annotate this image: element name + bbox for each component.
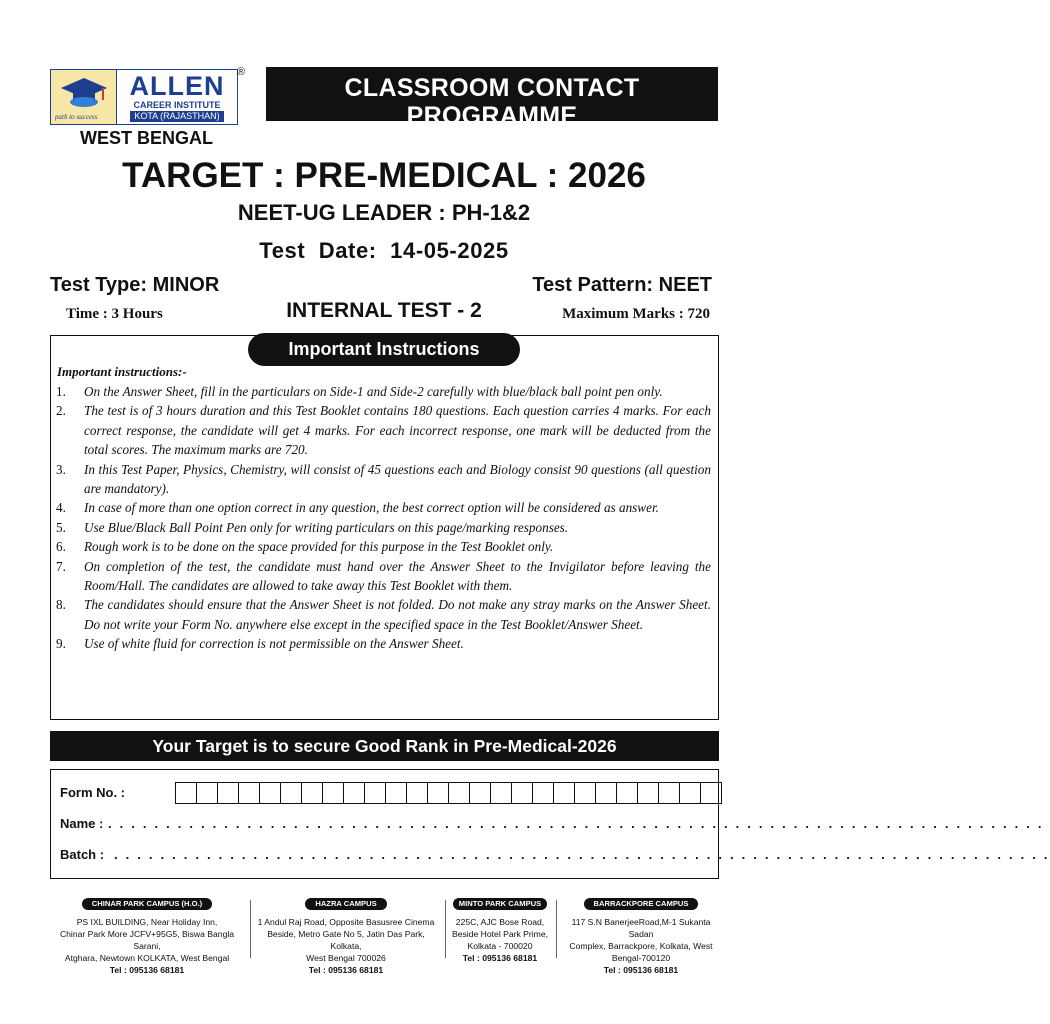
test-type-label: Test Type: xyxy=(50,274,148,296)
form-no-cell[interactable] xyxy=(217,782,239,804)
instruction-item: 2. The test is of 3 hours duration and this Test Booklet contains 180 questions. Each question carries 4 marks. For each correct response, the candidate will get 4 marks. For each incorrect response, one mark will be deducted from the total scores. The maximum marks are 720. xyxy=(56,403,711,458)
graduation-cap-icon xyxy=(59,76,109,110)
campus-phone: Tel : 095136 68181 xyxy=(109,965,185,975)
form-no-cell[interactable] xyxy=(595,782,617,804)
form-no-cell[interactable] xyxy=(238,782,260,804)
logo-location: KOTA (RAJASTHAN) xyxy=(130,111,223,122)
programme-title: CLASSROOM CONTACT PROGRAMME xyxy=(344,74,640,130)
instructions-heading: Important instructions:- xyxy=(57,364,187,379)
form-no-cell[interactable] xyxy=(196,782,218,804)
campus-hazra: HAZRA CAMPUS 1 Andul Raj Road, Opposite Basusree Cinema Beside, Metro Gate No 5, Jatin Das Park, Kolkata, West Bengal 700026 Tel : 095136 68181 xyxy=(254,897,438,976)
campus-name: HAZRA CAMPUS xyxy=(305,898,386,910)
form-no-cell[interactable] xyxy=(700,782,722,804)
form-no-cell[interactable] xyxy=(406,782,428,804)
logo-tagline: path to success xyxy=(55,113,98,121)
allen-logo xyxy=(50,69,238,125)
name-label: Name : xyxy=(60,816,104,831)
form-no-cell[interactable] xyxy=(553,782,575,804)
region-label: WEST BENGAL xyxy=(80,128,213,148)
instruction-item: 8. The candidates should ensure that the Answer Sheet is not folded. Do not make any stray marks on the Answer Sheet. Do not write your Form No. anywhere else except in the specified space in the Test Booklet/Answer Sheet. xyxy=(56,597,711,632)
form-no-cell[interactable] xyxy=(385,782,407,804)
form-no-cell[interactable] xyxy=(259,782,281,804)
goal-banner: Your Target is to secure Good Rank in Pre-Medical-2026 xyxy=(50,731,719,761)
test-type-value: MINOR xyxy=(152,274,220,296)
instruction-item: 7. On completion of the test, the candidate must hand over the Answer Sheet to the Invigilator before leaving the Room/Hall. The candidates are allowed to take away this Test Booklet with them. xyxy=(56,558,711,594)
form-no-cell[interactable] xyxy=(574,782,596,804)
campus-phone: Tel : 095136 68181 xyxy=(462,953,538,963)
campus-phone: Tel : 095136 68181 xyxy=(603,965,679,975)
form-no-cell[interactable] xyxy=(343,782,365,804)
form-no-cell[interactable] xyxy=(364,782,386,804)
instruction-item: 1. On the Answer Sheet, fill in the particulars on Side-1 and Side-2 carefully with blue/black ball point pen only. xyxy=(56,384,663,399)
campus-minto-park: MINTO PARK CAMPUS 225C, AJC Bose Road, Beside Hotel Park Prime, Kolkata - 700020 Tel : 095136 68181 xyxy=(448,897,552,964)
instruction-item: 3. In this Test Paper, Physics, Chemistry, will consist of 45 questions each and Biology consist 90 questions (all question are mandatory). xyxy=(56,461,711,497)
form-no-cell[interactable] xyxy=(532,782,554,804)
campus-chinar-park: CHINAR PARK CAMPUS (H.O.) PS IXL BUILDING, Near Holiday Inn, Chinar Park More JCFV+95G5, Biswa Bangla Sarani, Atghara, Newtown KOLKATA, West Bengal Tel : 095136 68181 xyxy=(48,897,246,976)
emblem xyxy=(51,70,117,124)
divider xyxy=(250,900,251,958)
form-no-cell[interactable] xyxy=(511,782,533,804)
instruction-item: 5. Use Blue/Black Ball Point Pen only for writing particulars on this page/marking responses. xyxy=(56,519,569,535)
form-no-cell[interactable] xyxy=(469,782,491,804)
course-title: NEET-UG LEADER : PH-1&2 xyxy=(237,200,531,225)
form-no-cell[interactable] xyxy=(427,782,449,804)
form-no-cell[interactable] xyxy=(322,782,344,804)
form-no-cell[interactable] xyxy=(448,782,470,804)
form-no-cell[interactable] xyxy=(280,782,302,804)
instructions-list xyxy=(56,382,711,654)
test-pattern xyxy=(532,274,712,297)
form-no-cell[interactable] xyxy=(637,782,659,804)
batch-label: Batch : xyxy=(60,847,105,862)
instruction-item: 9. Use of white fluid for correction is not permissible on the Answer Sheet. xyxy=(56,636,464,652)
form-no-cells xyxy=(176,782,722,804)
instruction-item: 6. Rough work is to be done on the space provided for this purpose in the Test Booklet only. xyxy=(56,539,554,555)
instructions-pill: Important Instructions xyxy=(248,333,520,366)
form-no-label: Form No. : xyxy=(60,785,125,800)
campus-name: CHINAR PARK CAMPUS (H.O.) xyxy=(82,898,212,910)
test-name: INTERNAL TEST - 2 xyxy=(286,299,482,322)
logo-subtitle: CAREER INSTITUTE xyxy=(133,100,221,110)
academic-session: (Academic Session : 2025-2026) xyxy=(411,130,573,144)
form-no-cell[interactable] xyxy=(658,782,680,804)
programme-banner xyxy=(266,67,718,144)
test-duration: Time : 3 Hours xyxy=(66,306,163,322)
divider xyxy=(445,900,446,958)
form-no-cell[interactable] xyxy=(616,782,638,804)
form-no-cell[interactable] xyxy=(679,782,701,804)
registered-mark: ® xyxy=(237,66,246,78)
maximum-marks: Maximum Marks : 720 xyxy=(562,306,710,322)
campus-name: MINTO PARK CAMPUS xyxy=(453,898,547,910)
campus-barrackpore: BARRACKPORE CAMPUS 117 S.N BanerjeeRoad,M-1 Sukanta Sadan Complex, Barrackpore, Kolkata, West Bengal-700120 Tel : 095136 68181 xyxy=(559,897,723,976)
divider xyxy=(556,900,557,958)
form-no-cell[interactable] xyxy=(175,782,197,804)
campus-name: BARRACKPORE CAMPUS xyxy=(584,898,699,910)
form-no-cell[interactable] xyxy=(490,782,512,804)
test-pattern-label: Test Pattern: xyxy=(532,274,654,296)
test-date: Test Date: 14-05-2025 xyxy=(259,238,509,263)
logo-brand xyxy=(117,70,237,124)
name-dotted-line: . . . . . . . . . . . . . . . . . . . . . . . . . . . . . . . . . . . . . . . . . . . . . . . . . . . . . . . . . . . . . . . . . . . . . . . . . . . . . . . . . xyxy=(108,816,1044,831)
logo-brand-name: ALLEN xyxy=(129,71,225,101)
instruction-item: 4. In case of more than one option correct in any question, the best correct option will be considered as answer. xyxy=(56,500,659,516)
target-title: TARGET : PRE-MEDICAL : 2026 xyxy=(122,156,646,195)
batch-dotted-line: . . . . . . . . . . . . . . . . . . . . . . . . . . . . . . . . . . . . . . . . . . . . . . . . . . . . . . . . . . . . . . . . . . . . . . . . . . . . . . . . . xyxy=(114,847,1050,862)
test-type xyxy=(50,274,219,297)
campus-phone: Tel : 095136 68181 xyxy=(308,965,384,975)
test-pattern-value: NEET xyxy=(658,274,712,296)
form-no-cell[interactable] xyxy=(301,782,323,804)
